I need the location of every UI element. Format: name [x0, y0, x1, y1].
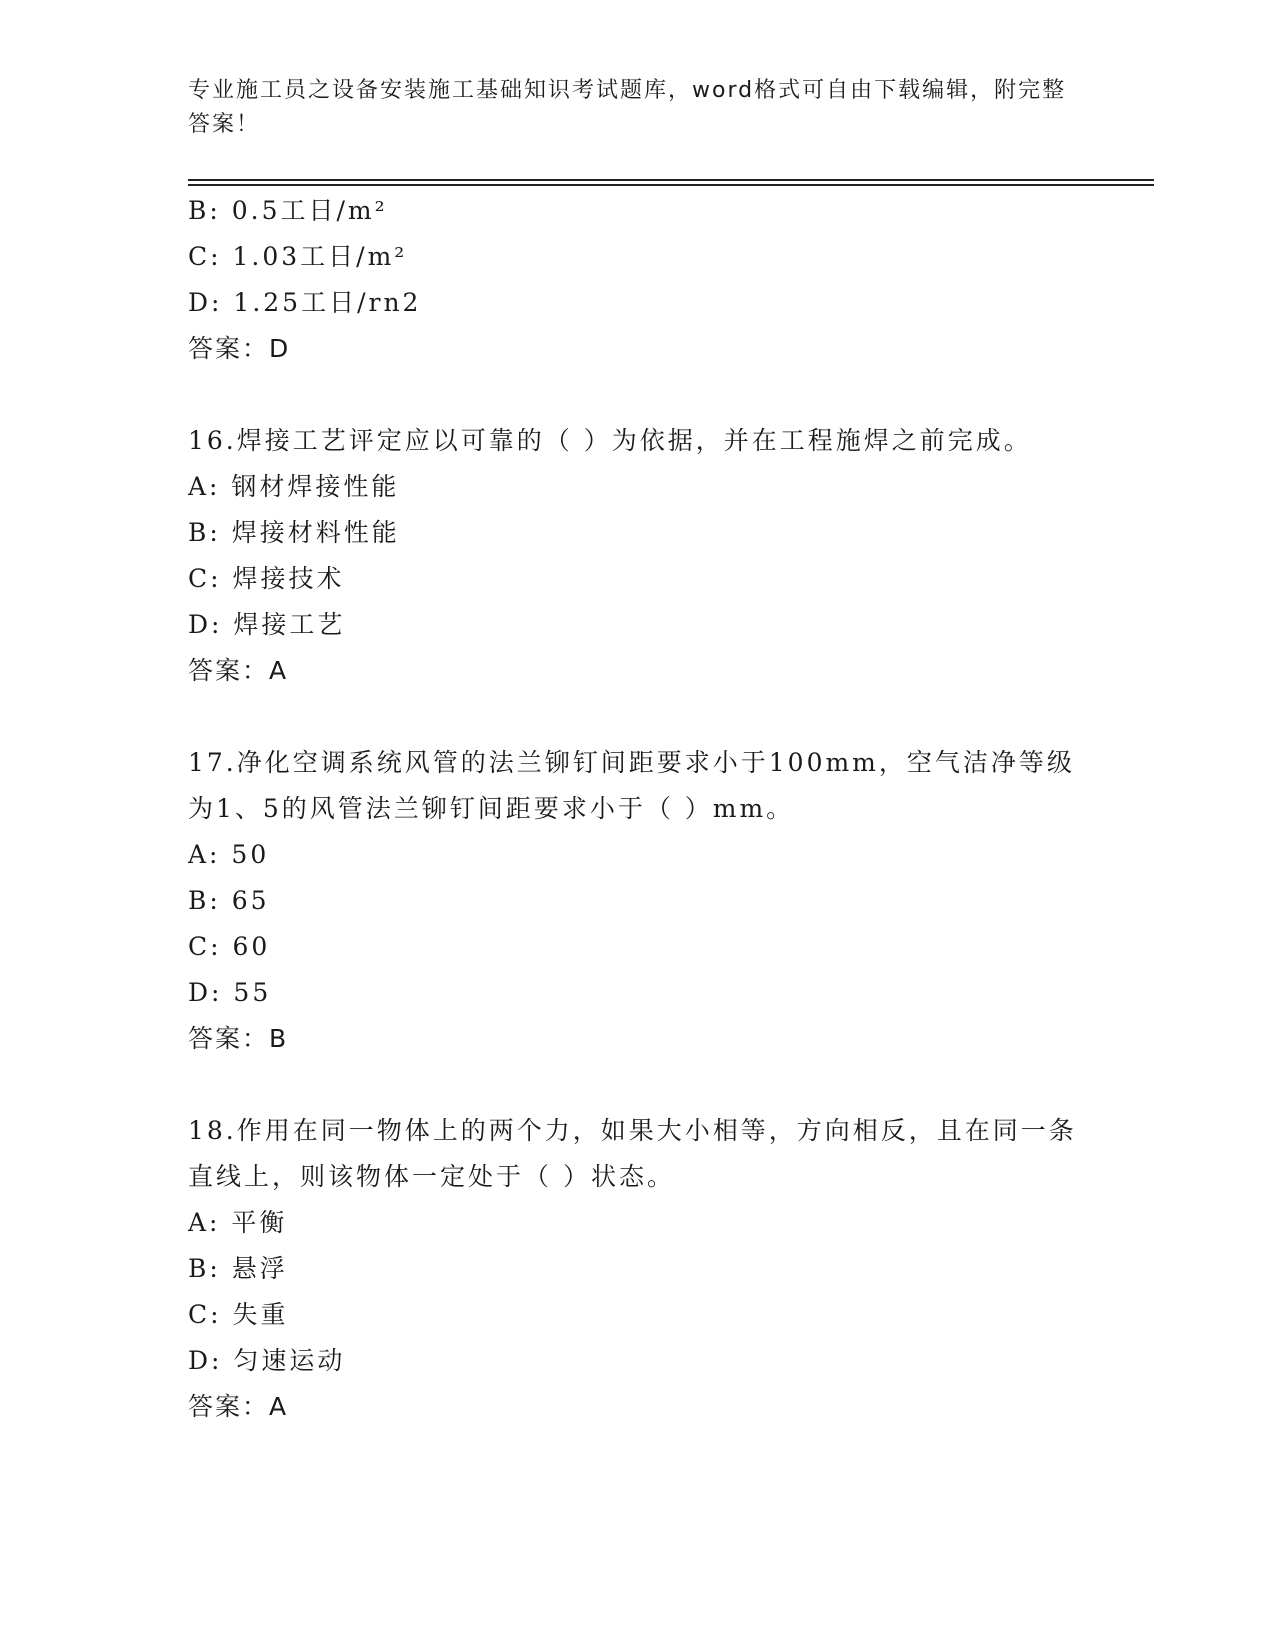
question-17 — [188, 740, 1088, 1062]
header-rule-bottom — [188, 184, 1154, 186]
option-d: D: 匀速运动 — [188, 1346, 346, 1375]
question-16 — [188, 418, 1088, 694]
answer-line: 答案：A — [188, 1392, 289, 1421]
question-18 — [188, 1108, 1088, 1430]
spacer — [188, 1062, 1088, 1108]
header-rule-top — [188, 179, 1154, 181]
option-a: A: 50 — [188, 840, 270, 869]
question-text: 18.作用在同一物体上的两个力，如果大小相等，方向相反，且在同一条直线上，则该物体一定处于（ ）状态。 — [188, 1116, 1077, 1191]
document-body — [188, 188, 1088, 1430]
partial-question — [188, 188, 1088, 372]
option-a: A: 钢材焊接性能 — [188, 472, 400, 501]
option-c: C: 1.03工日/m² — [188, 242, 408, 271]
option-b: B: 0.5工日/m² — [188, 196, 388, 225]
option-d: D: 55 — [188, 978, 272, 1007]
option-d: D: 焊接工艺 — [188, 610, 346, 639]
spacer — [188, 372, 1088, 418]
option-a: A: 平衡 — [188, 1208, 288, 1237]
question-text: 17.净化空调系统风管的法兰铆钉间距要求小于100mm，空气洁净等级为1、5的风管法兰铆钉间距要求小于（ ）mm。 — [188, 748, 1075, 823]
option-b: B: 焊接材料性能 — [188, 518, 400, 547]
question-text: 16.焊接工艺评定应以可靠的（ ）为依据，并在工程施焊之前完成。 — [188, 426, 1032, 455]
answer-line: 答案：D — [188, 334, 291, 363]
option-d: D: 1.25工日/rn2 — [188, 288, 422, 317]
answer-line: 答案：B — [188, 1024, 289, 1053]
option-b: B: 65 — [188, 886, 270, 915]
option-c: C: 失重 — [188, 1300, 289, 1329]
option-b: B: 悬浮 — [188, 1254, 288, 1283]
answer-line: 答案：A — [188, 656, 289, 685]
document-header: 专业施工员之设备安装施工基础知识考试题库，word格式可自由下载编辑，附完整答案！ — [188, 78, 1067, 137]
option-c: C: 60 — [188, 932, 271, 961]
spacer — [188, 694, 1088, 740]
option-c: C: 焊接技术 — [188, 564, 345, 593]
